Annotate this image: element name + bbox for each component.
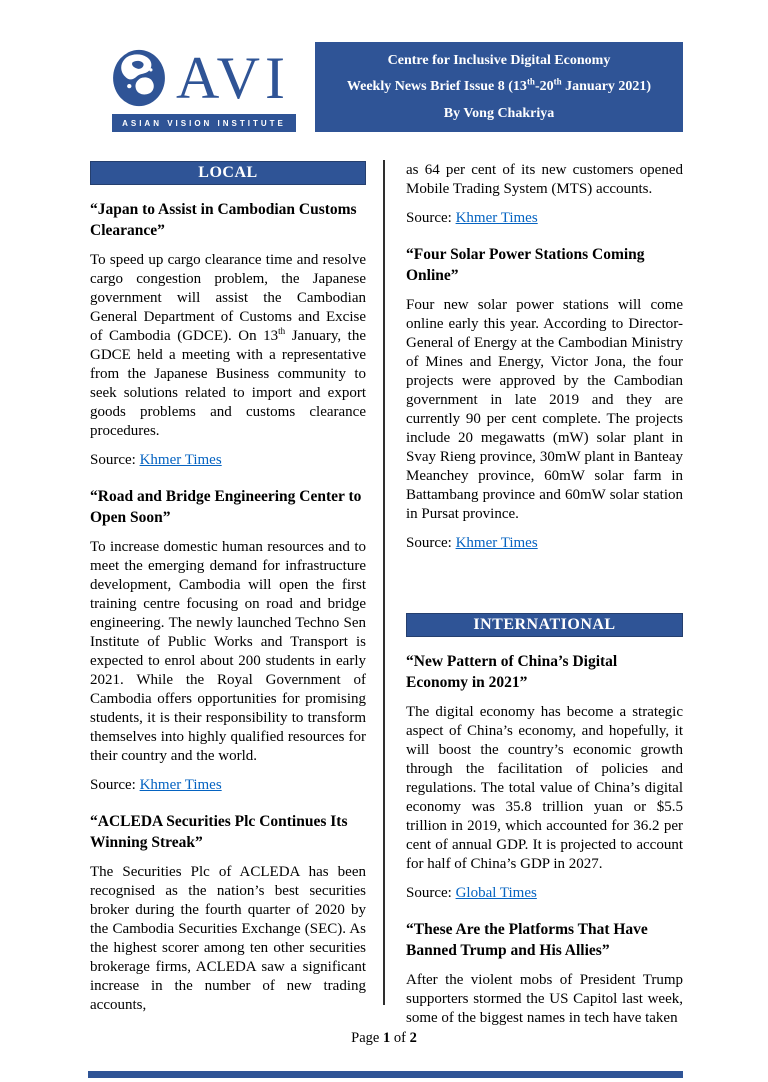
logo-row xyxy=(112,45,296,111)
article-heading-japan-customs: “Japan to Assist in Cambodian Customs Clearance” xyxy=(90,201,357,239)
logo-acronym: AVI xyxy=(176,45,290,111)
source-label: Source: xyxy=(406,210,452,226)
source-label: Source: xyxy=(90,777,136,793)
source-link-khmer-times[interactable]: Khmer Times xyxy=(139,452,222,468)
issue-header-banner xyxy=(315,42,683,132)
footer-page-total: 2 xyxy=(409,1030,417,1046)
superscript: th xyxy=(553,76,562,87)
superscript: th xyxy=(526,76,535,87)
avi-logo xyxy=(112,45,296,132)
source-label: Source: xyxy=(406,535,452,551)
source-link-global-times[interactable]: Global Times xyxy=(455,885,537,901)
source-line xyxy=(90,451,366,470)
article-heading-road-bridge: “Road and Bridge Engineering Center to Open Soon” xyxy=(90,488,362,526)
article-body-acleda-continued: as 64 per cent of its new customers opened Mobile Trading System (MTS) accounts. xyxy=(406,162,683,197)
source-link-khmer-times[interactable]: Khmer Times xyxy=(139,777,222,793)
article-heading-solar: “Four Solar Power Stations Coming Online” xyxy=(406,246,645,284)
issue-line: Weekly News Brief Issue 8 (13th-20th January 2021) xyxy=(346,76,652,94)
source-label: Source: xyxy=(90,452,136,468)
centre-name: Centre for Inclusive Digital Economy xyxy=(387,52,611,68)
superscript: th xyxy=(278,326,286,336)
article-body-japan-customs: To speed up cargo clearance time and resolve cargo congestion problem, the Japanese government will assist the Cambodian General Department of Customs and Excise of Cambodia (GDCE). On 13th January, the GDCE held a meeting with a representative from the Japanese Business community to seek solutions related to import and export goods problems and customs clearance procedures. xyxy=(90,252,366,439)
source-line xyxy=(406,884,683,903)
source-label: Source: xyxy=(406,885,452,901)
column-divider xyxy=(383,160,385,1005)
source-link-khmer-times[interactable]: Khmer Times xyxy=(455,210,538,226)
article-body-solar: Four new solar power stations will come online early this year. According to Director-General of Energy at the Cambodian Ministry of Mines and Energy, Victor Jona, the four projects were approved by the Cambodian government in late 2019 and they are currently 90 per cent complete. The projects include 20 megawatts (mW) solar plant in Svay Rieng province, 30mW plant in Banteay Meanchey province, 60mW solar farm in Battambang province and 60mW solar station in Pursat province. xyxy=(406,297,683,522)
author-line: By Vong Chakriya xyxy=(443,105,555,121)
right-column xyxy=(406,161,683,1037)
article-body-road-bridge: To increase domestic human resources and to meet the emerging demand for infrastructure development, Cambodia will open the first training centre focusing on road and bridge engineering. The newly launched Techno Sen Institute of Public Works and Transport is expected to enrol about 200 students in early 2021. While the Royal Government of Cambodia offers opportunities for promising students, it is their responsibility to transform themselves into highly qualified resources for their country and the world. xyxy=(90,539,366,764)
article-heading-acleda: “ACLEDA Securities Plc Continues Its Winning Streak” xyxy=(90,813,348,851)
section-banner-international: INTERNATIONAL xyxy=(406,613,683,637)
source-line xyxy=(406,534,683,553)
footer-page-word: Page xyxy=(351,1030,380,1046)
source-line xyxy=(90,776,366,795)
globe-icon xyxy=(112,48,166,108)
section-banner-local: LOCAL xyxy=(90,161,366,185)
article-body-china-digital: The digital economy has become a strategic aspect of China’s economy, and hopefully, it will boost the country’s economic growth through the facilitation of policies and regulations. The total value of China’s digital economy was 35.8 trillion yuan or $5.5 trillion in 2019, which accounted for 36.2 per cent of annual GDP. It is projected to account for half of China’s GDP in 2027. xyxy=(406,704,683,872)
footer-page-number: 1 xyxy=(382,1030,391,1046)
bottom-accent-bar xyxy=(88,1071,683,1078)
logo-institute-name: ASIAN VISION INSTITUTE xyxy=(112,114,296,132)
article-heading-china-digital: “New Pattern of China’s Digital Economy in 2021” xyxy=(406,653,618,691)
article-body-trump-platforms: After the violent mobs of President Trump supporters stormed the US Capitol last week, some of the biggest names in tech have taken xyxy=(406,972,683,1026)
source-line xyxy=(406,209,683,228)
footer-of-word: of xyxy=(393,1030,406,1046)
page-footer xyxy=(0,1030,768,1047)
source-link-khmer-times[interactable]: Khmer Times xyxy=(455,535,538,551)
left-column xyxy=(90,161,366,1024)
article-heading-trump-platforms: “These Are the Platforms That Have Banned Trump and His Allies” xyxy=(406,921,648,959)
article-body-acleda: The Securities Plc of ACLEDA has been recognised as the nation’s best securities broker during the fourth quarter of 2020 by the Cambodia Securities Exchange (SEC). As the highest scorer among ten other securities brokerage firms, ACLEDA saw a significant increase in the number of new trading accounts, xyxy=(90,864,366,1013)
